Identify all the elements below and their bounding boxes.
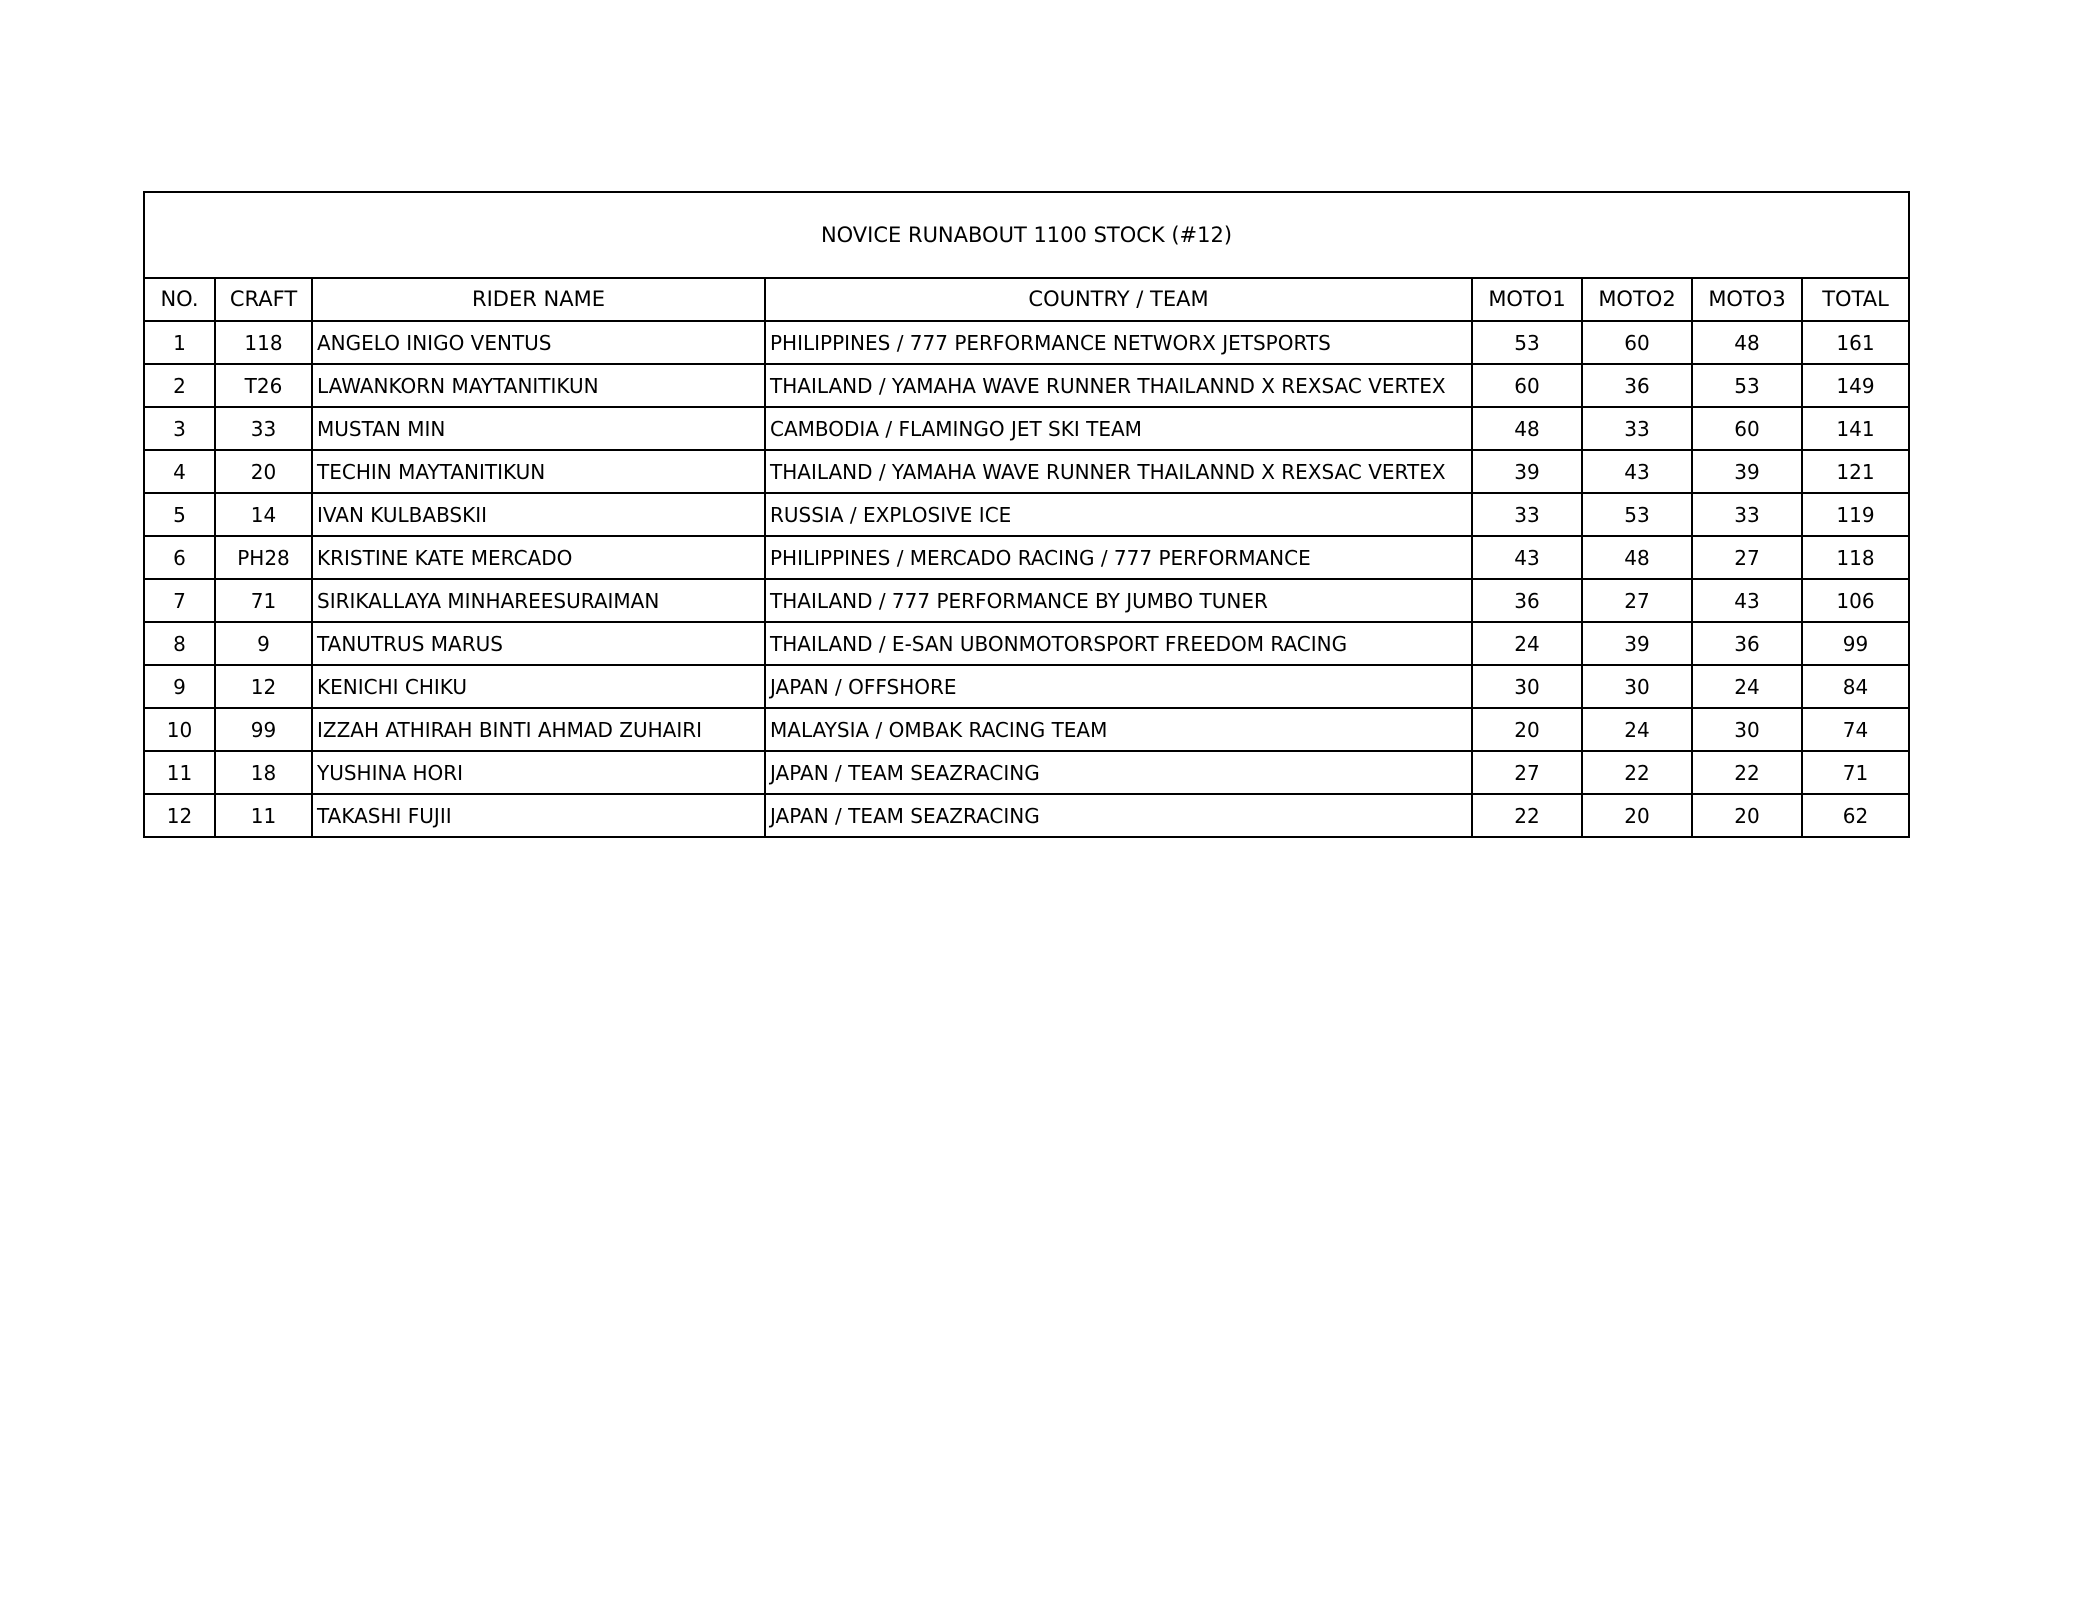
- cell-country-team: PHILIPPINES / 777 PERFORMANCE NETWORX JETSPORTS: [765, 321, 1472, 364]
- cell-moto2: 33: [1582, 407, 1692, 450]
- cell-country-team: THAILAND / 777 PERFORMANCE BY JUMBO TUNER: [765, 579, 1472, 622]
- cell-no: 7: [144, 579, 215, 622]
- cell-moto3: 33: [1692, 493, 1802, 536]
- cell-moto1: 36: [1472, 579, 1582, 622]
- cell-moto3: 43: [1692, 579, 1802, 622]
- cell-craft: T26: [215, 364, 312, 407]
- cell-moto1: 60: [1472, 364, 1582, 407]
- cell-moto1: 39: [1472, 450, 1582, 493]
- col-header-no: NO.: [144, 278, 215, 321]
- cell-rider-name: SIRIKALLAYA MINHAREESURAIMAN: [312, 579, 765, 622]
- table-row: [144, 536, 1909, 579]
- cell-no: 3: [144, 407, 215, 450]
- cell-no: 4: [144, 450, 215, 493]
- col-header-moto1: MOTO1: [1472, 278, 1582, 321]
- col-header-total: TOTAL: [1802, 278, 1909, 321]
- cell-moto1: 48: [1472, 407, 1582, 450]
- cell-moto3: 22: [1692, 751, 1802, 794]
- cell-craft: 12: [215, 665, 312, 708]
- cell-craft: 20: [215, 450, 312, 493]
- cell-moto2: 43: [1582, 450, 1692, 493]
- cell-moto3: 48: [1692, 321, 1802, 364]
- table-row: [144, 407, 1909, 450]
- table-row: [144, 622, 1909, 665]
- cell-moto3: 27: [1692, 536, 1802, 579]
- cell-moto1: 27: [1472, 751, 1582, 794]
- col-header-moto2: MOTO2: [1582, 278, 1692, 321]
- cell-moto2: 27: [1582, 579, 1692, 622]
- cell-no: 5: [144, 493, 215, 536]
- cell-craft: 33: [215, 407, 312, 450]
- cell-moto3: 53: [1692, 364, 1802, 407]
- cell-rider-name: KRISTINE KATE MERCADO: [312, 536, 765, 579]
- cell-moto2: 60: [1582, 321, 1692, 364]
- cell-moto3: 20: [1692, 794, 1802, 837]
- cell-total: 106: [1802, 579, 1909, 622]
- col-header-rider-name: RIDER NAME: [312, 278, 765, 321]
- cell-rider-name: IVAN KULBABSKII: [312, 493, 765, 536]
- cell-country-team: THAILAND / YAMAHA WAVE RUNNER THAILANND X REXSAC VERTEX: [765, 450, 1472, 493]
- cell-moto2: 48: [1582, 536, 1692, 579]
- cell-country-team: THAILAND / E-SAN UBONMOTORSPORT FREEDOM RACING: [765, 622, 1472, 665]
- cell-moto3: 39: [1692, 450, 1802, 493]
- cell-country-team: PHILIPPINES / MERCADO RACING / 777 PERFORMANCE: [765, 536, 1472, 579]
- cell-no: 9: [144, 665, 215, 708]
- cell-craft: 9: [215, 622, 312, 665]
- cell-moto3: 30: [1692, 708, 1802, 751]
- cell-rider-name: TECHIN MAYTANITIKUN: [312, 450, 765, 493]
- table-row: [144, 364, 1909, 407]
- cell-country-team: CAMBODIA / FLAMINGO JET SKI TEAM: [765, 407, 1472, 450]
- cell-moto2: 36: [1582, 364, 1692, 407]
- col-header-country-team: COUNTRY / TEAM: [765, 278, 1472, 321]
- cell-moto2: 53: [1582, 493, 1692, 536]
- cell-moto2: 24: [1582, 708, 1692, 751]
- cell-no: 12: [144, 794, 215, 837]
- cell-no: 8: [144, 622, 215, 665]
- cell-moto2: 22: [1582, 751, 1692, 794]
- cell-moto1: 20: [1472, 708, 1582, 751]
- cell-craft: 71: [215, 579, 312, 622]
- cell-no: 11: [144, 751, 215, 794]
- cell-craft: 18: [215, 751, 312, 794]
- cell-moto1: 53: [1472, 321, 1582, 364]
- cell-craft: 11: [215, 794, 312, 837]
- cell-country-team: JAPAN / TEAM SEAZRACING: [765, 751, 1472, 794]
- cell-no: 2: [144, 364, 215, 407]
- cell-moto1: 24: [1472, 622, 1582, 665]
- cell-country-team: JAPAN / TEAM SEAZRACING: [765, 794, 1472, 837]
- table-row: [144, 751, 1909, 794]
- cell-rider-name: YUSHINA HORI: [312, 751, 765, 794]
- cell-moto3: 24: [1692, 665, 1802, 708]
- cell-rider-name: TANUTRUS MARUS: [312, 622, 765, 665]
- cell-rider-name: TAKASHI FUJII: [312, 794, 765, 837]
- cell-rider-name: MUSTAN MIN: [312, 407, 765, 450]
- cell-rider-name: LAWANKORN MAYTANITIKUN: [312, 364, 765, 407]
- cell-no: 1: [144, 321, 215, 364]
- cell-no: 10: [144, 708, 215, 751]
- cell-total: 119: [1802, 493, 1909, 536]
- cell-moto2: 39: [1582, 622, 1692, 665]
- table-row: [144, 665, 1909, 708]
- cell-moto3: 60: [1692, 407, 1802, 450]
- table-row: [144, 794, 1909, 837]
- cell-moto1: 43: [1472, 536, 1582, 579]
- cell-rider-name: IZZAH ATHIRAH BINTI AHMAD ZUHAIRI: [312, 708, 765, 751]
- cell-country-team: THAILAND / YAMAHA WAVE RUNNER THAILANND X REXSAC VERTEX: [765, 364, 1472, 407]
- results-table: [143, 191, 1910, 838]
- cell-moto2: 20: [1582, 794, 1692, 837]
- table-row: [144, 579, 1909, 622]
- cell-total: 84: [1802, 665, 1909, 708]
- cell-moto2: 30: [1582, 665, 1692, 708]
- cell-total: 161: [1802, 321, 1909, 364]
- cell-country-team: JAPAN / OFFSHORE: [765, 665, 1472, 708]
- cell-total: 118: [1802, 536, 1909, 579]
- table-title: NOVICE RUNABOUT 1100 STOCK (#12): [144, 192, 1909, 278]
- col-header-craft: CRAFT: [215, 278, 312, 321]
- cell-total: 71: [1802, 751, 1909, 794]
- cell-craft: 118: [215, 321, 312, 364]
- cell-total: 121: [1802, 450, 1909, 493]
- cell-total: 62: [1802, 794, 1909, 837]
- cell-total: 141: [1802, 407, 1909, 450]
- table-row: [144, 708, 1909, 751]
- cell-total: 74: [1802, 708, 1909, 751]
- table-row: [144, 321, 1909, 364]
- cell-moto1: 33: [1472, 493, 1582, 536]
- cell-craft: 14: [215, 493, 312, 536]
- cell-total: 149: [1802, 364, 1909, 407]
- cell-no: 6: [144, 536, 215, 579]
- table-row: [144, 450, 1909, 493]
- cell-craft: PH28: [215, 536, 312, 579]
- results-body: [144, 321, 1909, 837]
- cell-rider-name: KENICHI CHIKU: [312, 665, 765, 708]
- cell-craft: 99: [215, 708, 312, 751]
- cell-moto3: 36: [1692, 622, 1802, 665]
- table-row: [144, 493, 1909, 536]
- cell-total: 99: [1802, 622, 1909, 665]
- cell-moto1: 22: [1472, 794, 1582, 837]
- cell-country-team: MALAYSIA / OMBAK RACING TEAM: [765, 708, 1472, 751]
- cell-rider-name: ANGELO INIGO VENTUS: [312, 321, 765, 364]
- cell-moto1: 30: [1472, 665, 1582, 708]
- cell-country-team: RUSSIA / EXPLOSIVE ICE: [765, 493, 1472, 536]
- col-header-moto3: MOTO3: [1692, 278, 1802, 321]
